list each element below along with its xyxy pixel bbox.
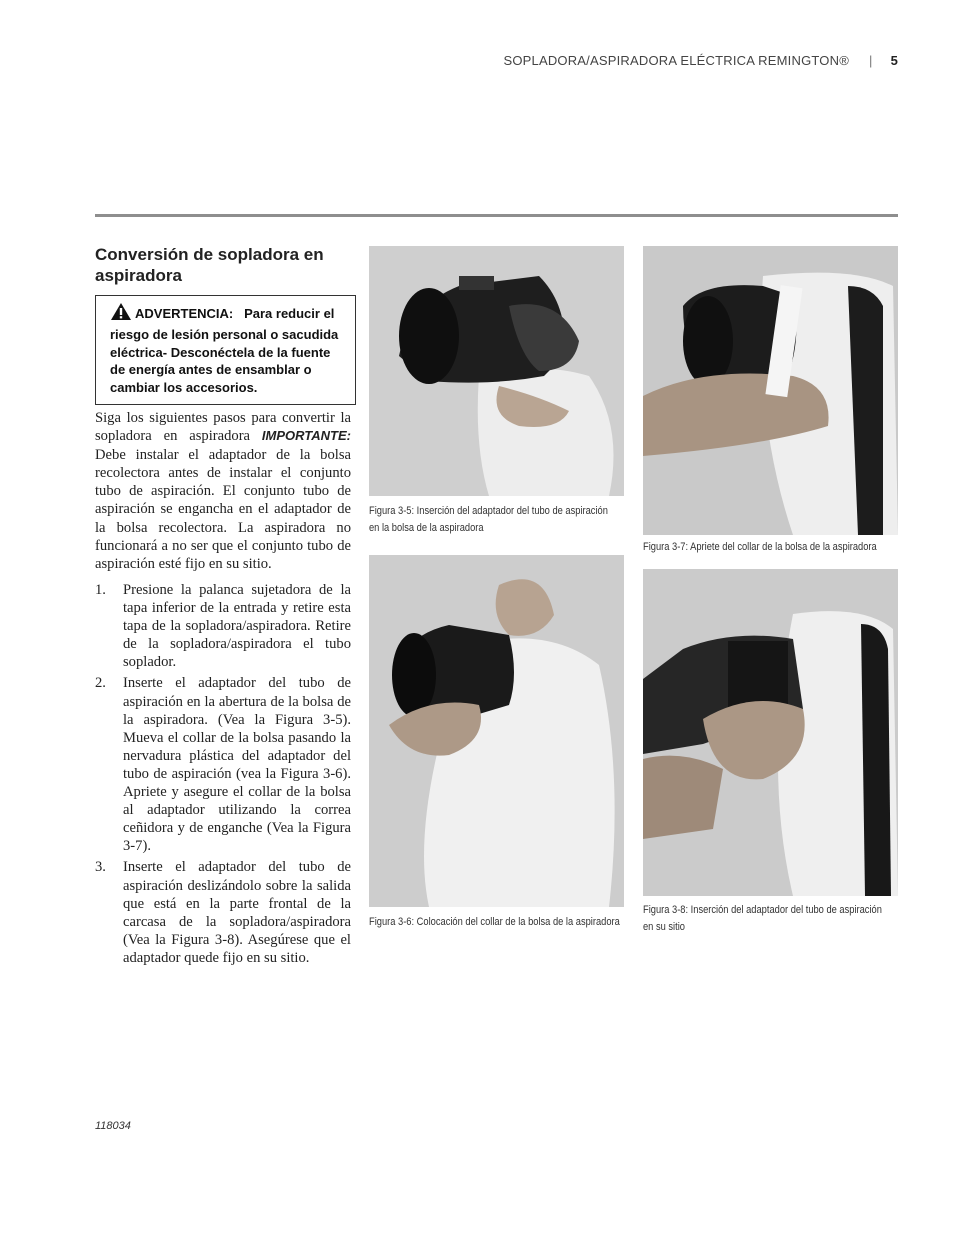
intro-paragraph [95,409,351,574]
warning-label: ADVERTENCIA: [135,306,234,321]
caption-line: Figura 3-7: Apriete del collar de la bolsa de la aspiradora [643,541,877,553]
step-text: Inserte el adaptador del tubo de aspiración en la abertura de la bolsa de la aspiradora. (Vea la Figura 3-5). Mueva el collar de la bolsa pasando la nervadura plástica del adaptador del tubo de aspiración (vea la Figura 3-6). Apriete y asegure el collar de la bolsa al adaptador utilizando la correa ceñidora y de enganche (Vea la Figura 3-7). [123,675,351,855]
page-number: 5 [890,53,898,68]
page-header [503,53,898,68]
caption-line: en la bolsa de la aspiradora [369,521,484,534]
step-number: 2. [95,675,106,692]
list-item [95,674,351,855]
step-text: Inserte el adaptador del tubo de aspiración deslizándolo sobre la salida que está en la parte frontal de la carcasa de la sopladora/aspiradora (Vea la Figura 3-8). Asegúrese que el adaptador quede fijo en su sitio. [123,859,351,966]
warning-text: Para reducir el riesgo de lesión personal o sacudida eléctrica- Desconéctela de la fuente de energía antes de ensamblar o cambiar los accesorios. [110,306,339,396]
header-title: SOPLADORA/ASPIRADORA ELÉCTRICA REMINGTON® [503,53,849,68]
header-separator: | [868,53,873,68]
caption-line: en su sitio [643,920,685,933]
figure-3-8-caption [643,902,882,935]
caption-line: Figura 3-6: Colocación del collar de la bolsa de la aspiradora [369,916,620,928]
intro-text: Siga los siguientes pasos para convertir la sopladora en aspiradora [95,410,351,445]
steps-list [95,581,351,970]
figure-3-6-photo [369,555,624,907]
figure-3-7-photo [643,246,898,535]
list-item [95,581,351,671]
warning-box [95,295,356,405]
section-title: Conversión de sopladora en aspiradora [95,245,324,285]
step-text: Presione la palanca sujetadora de la tapa inferior de la entrada y retire esta tapa de la sopladora/aspiradora. Retire de la sopladora/aspiradora el tubo soplador. [123,582,351,671]
caption-line: Figura 3-5: Inserción del adaptador del tubo de aspiración [369,505,608,517]
step-number: 1. [95,582,106,598]
figure-3-7-caption [643,539,877,556]
figure-3-6-caption [369,914,620,931]
step-number: 3. [95,859,106,876]
caption-line: Figura 3-8: Inserción del adaptador del tubo de aspiración [643,904,882,916]
figure-3-5-caption [369,503,608,536]
warning-triangle-icon [110,302,132,326]
intro-continued: Debe instalar el adaptador de la bolsa recolectora antes de instalar el conjunto tubo de aspiración. El conjunto tubo de aspiración se engancha en el adaptador de la bolsa recolectora. La aspiradora no funcionará a no ser que el conjunto tubo de aspiración esté fijo en su sitio. [95,446,351,573]
section-divider [95,214,898,217]
list-item [95,858,351,967]
figure-3-5-photo [369,246,624,496]
figure-3-8-photo [643,569,898,896]
document-code: 118034 [95,1120,131,1132]
important-label: IMPORTANTE: [261,428,351,444]
